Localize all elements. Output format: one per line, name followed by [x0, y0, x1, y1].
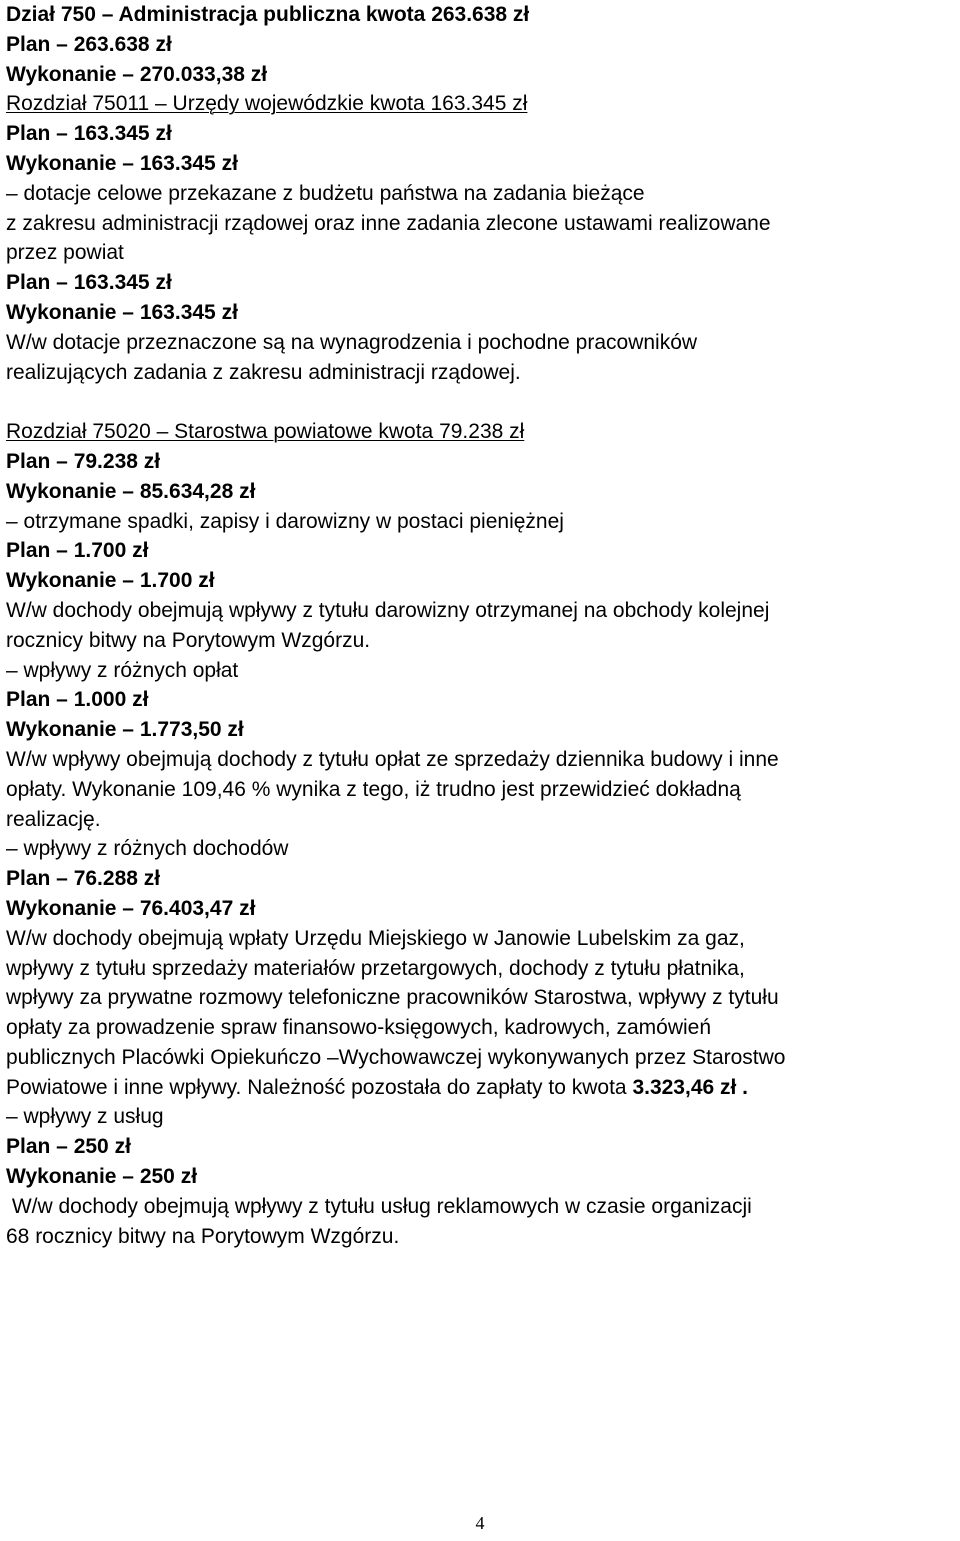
paragraph-line: opłaty. Wykonanie 109,46 % wynika z tego, iż trudno jest przewidzieć dokładną: [6, 777, 741, 801]
item-heading: – wpływy z różnych opłat: [6, 658, 239, 682]
chapter-heading: [6, 417, 956, 447]
paragraph-line: W/w dochody obejmują wpłaty Urzędu Miejskiego w Janowie Lubelskim za gaz,: [6, 926, 745, 950]
paragraph-line: opłaty za prowadzenie spraw finansowo-księgowych, kadrowych, zamówień: [6, 1016, 712, 1040]
execution-amount: Wykonanie – 1.773,50 zł: [6, 718, 244, 742]
execution-amount: Wykonanie – 76.403,47 zł: [6, 896, 256, 920]
execution-amount: Wykonanie – 250 zł: [6, 1165, 198, 1189]
blank-line: [6, 387, 956, 417]
paragraph-line: wpływy z tytułu sprzedaży materiałów przetargowych, dochody z tytułu płatnika,: [6, 956, 745, 980]
paragraph-line: 68 rocznicy bitwy na Porytowym Wzgórzu.: [6, 1224, 400, 1248]
paragraph-line: W/w wpływy obejmują dochody z tytułu opłat ze sprzedaży dziennika budowy i inne: [6, 747, 779, 771]
page-number: 4: [475, 1513, 485, 1533]
plan-amount: Plan – 1.000 zł: [6, 688, 149, 712]
paragraph-line: z zakresu administracji rządowej oraz inne zadania zlecone ustawami realizowane: [6, 211, 771, 235]
paragraph-line: W/w dochody obejmują wpływy z tytułu darowizny otrzymanej na obchody kolejnej: [6, 598, 770, 622]
plan-amount: Plan – 263.638 zł: [6, 32, 172, 56]
plan-amount: Plan – 1.700 zł: [6, 539, 149, 563]
execution-amount: Wykonanie – 1.700 zł: [6, 569, 215, 593]
execution-amount: Wykonanie – 270.033,38 zł: [6, 62, 268, 86]
item-heading: – wpływy z różnych dochodów: [6, 837, 289, 861]
paragraph-line: W/w dochody obejmują wpływy z tytułu usług reklamowych w czasie organizacji: [6, 1194, 752, 1218]
section-heading: Dział 750 – Administracja publiczna kwota 263.638 zł: [6, 3, 530, 26]
plan-amount: Plan – 250 zł: [6, 1135, 131, 1159]
execution-amount: Wykonanie – 163.345 zł: [6, 300, 238, 324]
execution-amount: Wykonanie – 163.345 zł: [6, 151, 238, 175]
outstanding-amount: 3.323,46 zł .: [632, 1075, 749, 1099]
paragraph-line: wpływy za prywatne rozmowy telefoniczne pracowników Starostwa, wpływy z tytułu: [6, 986, 779, 1010]
paragraph-text: Powiatowe i inne wpływy. Należność pozostała do zapłaty to kwota: [6, 1075, 633, 1099]
paragraph-line: realizujących zadania z zakresu administracji rządowej.: [6, 360, 521, 384]
plan-amount: Plan – 76.288 zł: [6, 867, 161, 891]
item-heading: – wpływy z usług: [6, 1105, 164, 1129]
paragraph-line: realizację.: [6, 807, 101, 831]
paragraph-line: [6, 1073, 956, 1103]
document-body: [6, 0, 956, 1251]
item-heading: – dotacje celowe przekazane z budżetu państwa na zadania bieżące: [6, 181, 645, 205]
plan-amount: Plan – 79.238 zł: [6, 449, 161, 473]
paragraph-line: publicznych Placówki Opiekuńczo –Wychowawczej wykonywanych przez Starostwo: [6, 1045, 786, 1069]
execution-amount: Wykonanie – 85.634,28 zł: [6, 479, 256, 503]
plan-amount: Plan – 163.345 zł: [6, 271, 172, 295]
paragraph-line: przez powiat: [6, 241, 124, 265]
item-heading: – otrzymane spadki, zapisy i darowizny w postaci pieniężnej: [6, 509, 564, 533]
chapter-heading: [6, 89, 956, 119]
plan-amount: Plan – 163.345 zł: [6, 122, 172, 146]
chapter-heading-text: Rozdział 75020 – Starostwa powiatowe kwota 79.238 zł: [6, 420, 525, 444]
paragraph-line: W/w dotacje przeznaczone są na wynagrodzenia i pochodne pracowników: [6, 330, 698, 354]
paragraph-line: rocznicy bitwy na Porytowym Wzgórzu.: [6, 628, 371, 652]
chapter-heading-text: Rozdział 75011 – Urzędy wojewódzkie kwota 163.345 zł: [6, 92, 528, 116]
